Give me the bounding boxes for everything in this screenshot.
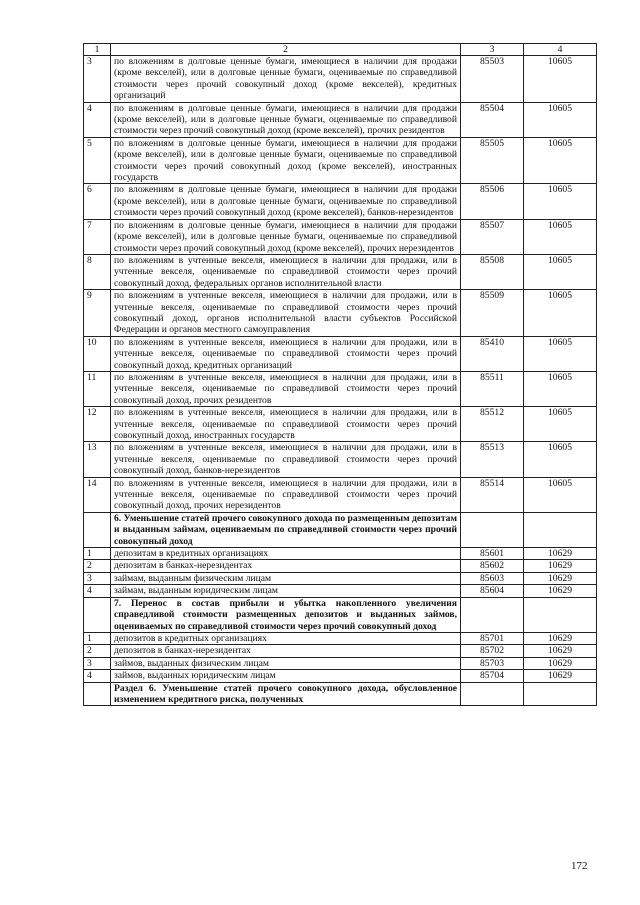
row-value: 10605	[524, 477, 597, 512]
row-description: по вложениям в учтенные векселя, имеющиеся в наличии для продажи, или в учтенные векселя, оцениваемые по справедливой стоимости через прочий совокупный доход, федеральных органов исполнительной власти	[111, 254, 461, 289]
row-number: 3	[84, 572, 111, 584]
table-row	[84, 572, 597, 584]
table-row	[84, 512, 597, 547]
row-value: 10605	[524, 442, 597, 477]
table-row	[84, 407, 597, 442]
row-code	[461, 597, 524, 632]
row-value	[524, 682, 597, 706]
row-description: по вложениям в долговые ценные бумаги, имеющиеся в наличии для продажи (кроме векселей), или в долговые ценные бумаги, оцениваемые по справедливой стоимости через прочий совокупный доход (кроме векселей), прочих нерезидентов	[111, 219, 461, 254]
row-code: 85703	[461, 657, 524, 669]
row-number: 8	[84, 254, 111, 289]
table-row	[84, 548, 597, 560]
row-number: 3	[84, 56, 111, 103]
table-row	[84, 371, 597, 406]
row-code: 85513	[461, 442, 524, 477]
row-number: 1	[84, 632, 111, 644]
row-description: по вложениям в учтенные векселя, имеющиеся в наличии для продажи, или в учтенные векселя, оцениваемые по справедливой стоимости через прочий совокупный доход, банков-нерезидентов	[111, 442, 461, 477]
row-value: 10629	[524, 585, 597, 597]
header-cell: 4	[524, 44, 597, 56]
row-value: 10605	[524, 219, 597, 254]
row-description: по вложениям в долговые ценные бумаги, имеющиеся в наличии для продажи (кроме векселей), или в долговые ценные бумаги, оцениваемые по справедливой стоимости через прочий совокупный доход (кроме векселей), банков-нерезидентов	[111, 184, 461, 219]
row-number: 2	[84, 560, 111, 572]
row-value: 10605	[524, 102, 597, 137]
row-value: 10629	[524, 670, 597, 682]
row-code: 85512	[461, 407, 524, 442]
row-description: 7. Перенос в состав прибыли и убытка накопленного увеличения справедливой стоимости размещенных депозитов и выданных займов, оцениваемых по справедливой стоимости через прочий совокупный доход	[111, 597, 461, 632]
table-row	[84, 585, 597, 597]
table-row	[84, 219, 597, 254]
header-cell: 2	[111, 44, 461, 56]
row-value: 10629	[524, 548, 597, 560]
row-number: 2	[84, 645, 111, 657]
row-value: 10605	[524, 407, 597, 442]
row-description: займам, выданным юридическим лицам	[111, 585, 461, 597]
table-row	[84, 56, 597, 103]
table-row	[84, 184, 597, 219]
row-description: депозитов в банках-нерезидентах	[111, 645, 461, 657]
row-description: по вложениям в долговые ценные бумаги, имеющиеся в наличии для продажи (кроме векселей), или в долговые ценные бумаги, оцениваемые по справедливой стоимости через прочий совокупный доход (кроме векселей), иностранных государств	[111, 137, 461, 184]
row-code: 85702	[461, 645, 524, 657]
row-code: 85514	[461, 477, 524, 512]
row-code: 85509	[461, 290, 524, 337]
table-row	[84, 645, 597, 657]
row-description: займов, выданных юридическим лицам	[111, 670, 461, 682]
row-number: 4	[84, 670, 111, 682]
row-value: 10605	[524, 184, 597, 219]
table-header-row	[84, 44, 597, 56]
row-number: 5	[84, 137, 111, 184]
table-row	[84, 336, 597, 371]
row-code: 85503	[461, 56, 524, 103]
row-code: 85604	[461, 585, 524, 597]
row-code: 85601	[461, 548, 524, 560]
row-description: депозитам в кредитных организациях	[111, 548, 461, 560]
row-value: 10605	[524, 336, 597, 371]
row-code: 85701	[461, 632, 524, 644]
row-number: 4	[84, 585, 111, 597]
row-description: депозитам в банках-нерезидентах	[111, 560, 461, 572]
row-code: 85508	[461, 254, 524, 289]
row-description: по вложениям в долговые ценные бумаги, имеющиеся в наличии для продажи (кроме векселей), или в долговые ценные бумаги, оцениваемые по справедливой стоимости через прочий совокупный доход (кроме векселей), прочих резидентов	[111, 102, 461, 137]
row-code: 85704	[461, 670, 524, 682]
row-code: 85504	[461, 102, 524, 137]
header-cell: 1	[84, 44, 111, 56]
row-value: 10605	[524, 56, 597, 103]
row-number	[84, 682, 111, 706]
table-row	[84, 137, 597, 184]
row-value: 10629	[524, 632, 597, 644]
row-number: 14	[84, 477, 111, 512]
row-description: 6. Уменьшение статей прочего совокупного дохода по размещенным депозитам и выданным займам, оцениваемым по справедливой стоимости через прочий совокупный доход	[111, 512, 461, 547]
document-table	[83, 43, 597, 706]
table-row	[84, 657, 597, 669]
table-row	[84, 290, 597, 337]
row-value: 10605	[524, 137, 597, 184]
row-value: 10629	[524, 657, 597, 669]
table-row	[84, 682, 597, 706]
row-number: 6	[84, 184, 111, 219]
row-number: 9	[84, 290, 111, 337]
row-code: 85507	[461, 219, 524, 254]
table-row	[84, 102, 597, 137]
row-description: по вложениям в учтенные векселя, имеющиеся в наличии для продажи, или в учтенные векселя, оцениваемые по справедливой стоимости через прочий совокупный доход, иностранных государств	[111, 407, 461, 442]
row-number: 7	[84, 219, 111, 254]
table-row	[84, 597, 597, 632]
table-row	[84, 632, 597, 644]
row-code: 85511	[461, 371, 524, 406]
row-value: 10605	[524, 371, 597, 406]
row-code: 85603	[461, 572, 524, 584]
row-description: по вложениям в учтенные векселя, имеющиеся в наличии для продажи, или в учтенные векселя, оцениваемые по справедливой стоимости через прочий совокупный доход, органов исполнительной власти субъектов Российской Федерации и органов местного самоуправления	[111, 290, 461, 337]
row-description: займов, выданных физическим лицам	[111, 657, 461, 669]
row-value	[524, 597, 597, 632]
row-code: 85410	[461, 336, 524, 371]
table-row	[84, 670, 597, 682]
row-number: 4	[84, 102, 111, 137]
table-row	[84, 560, 597, 572]
row-code: 85506	[461, 184, 524, 219]
row-value: 10605	[524, 254, 597, 289]
header-cell: 3	[461, 44, 524, 56]
row-number: 3	[84, 657, 111, 669]
row-number: 13	[84, 442, 111, 477]
row-description: по вложениям в учтенные векселя, имеющиеся в наличии для продажи, или в учтенные векселя, оцениваемые по справедливой стоимости через прочий совокупный доход, прочих резидентов	[111, 371, 461, 406]
row-description: по вложениям в долговые ценные бумаги, имеющиеся в наличии для продажи (кроме векселей), или в долговые ценные бумаги, оцениваемые по справедливой стоимости через прочий совокупный доход (кроме векселей), кредитных организаций	[111, 56, 461, 103]
row-description: депозитов в кредитных организациях	[111, 632, 461, 644]
row-number	[84, 512, 111, 547]
row-value: 10629	[524, 645, 597, 657]
row-number	[84, 597, 111, 632]
table-row	[84, 442, 597, 477]
row-code	[461, 512, 524, 547]
row-value: 10605	[524, 290, 597, 337]
table-row	[84, 254, 597, 289]
row-description: займам, выданным физическим лицам	[111, 572, 461, 584]
row-value: 10629	[524, 572, 597, 584]
row-number: 1	[84, 548, 111, 560]
row-description: по вложениям в учтенные векселя, имеющиеся в наличии для продажи, или в учтенные векселя, оцениваемые по справедливой стоимости через прочий совокупный доход, прочих нерезидентов	[111, 477, 461, 512]
row-code: 85505	[461, 137, 524, 184]
row-description: Раздел 6. Уменьшение статей прочего совокупного дохода, обусловленное изменением кредитного риска, полученных	[111, 682, 461, 706]
page-number: 172	[571, 860, 588, 872]
row-value: 10629	[524, 560, 597, 572]
row-code: 85602	[461, 560, 524, 572]
row-number: 12	[84, 407, 111, 442]
row-number: 11	[84, 371, 111, 406]
row-number: 10	[84, 336, 111, 371]
row-description: по вложениям в учтенные векселя, имеющиеся в наличии для продажи, или в учтенные векселя, оцениваемые по справедливой стоимости через прочий совокупный доход, кредитных организаций	[111, 336, 461, 371]
row-value	[524, 512, 597, 547]
row-code	[461, 682, 524, 706]
table-row	[84, 477, 597, 512]
